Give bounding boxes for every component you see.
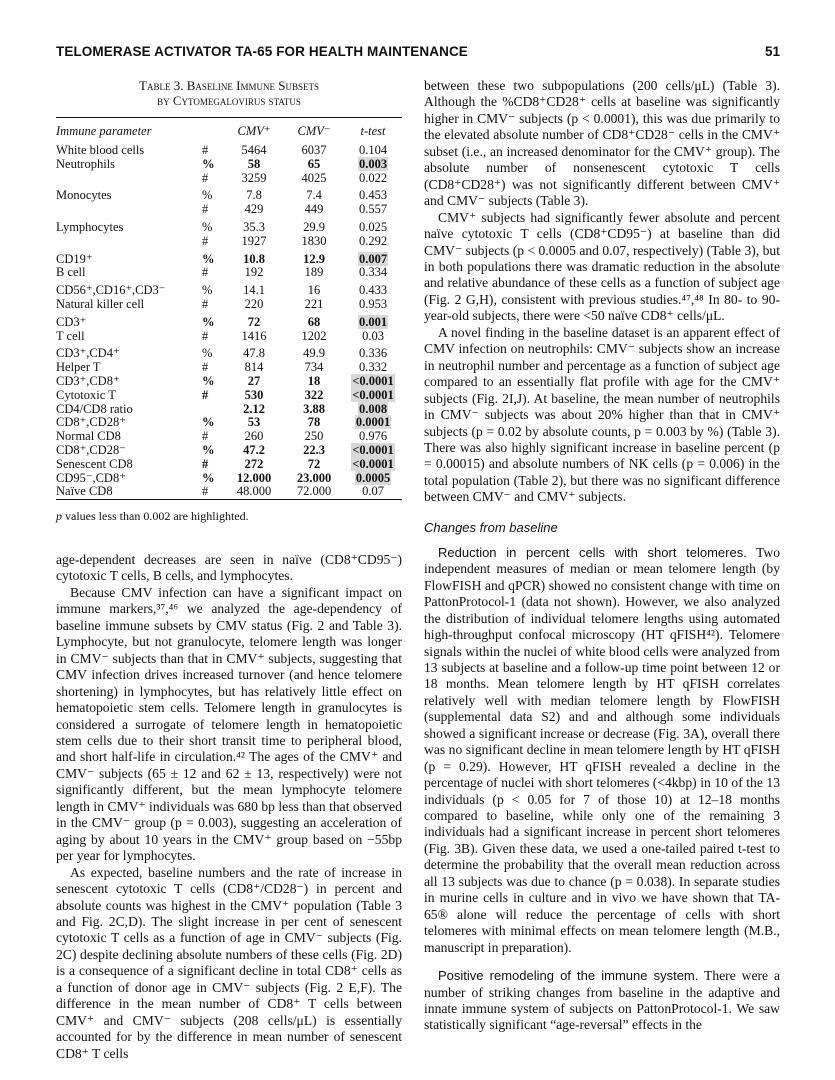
row-p-value: 0.453 — [358, 188, 388, 203]
row-parameter — [56, 203, 202, 217]
row-cmv-neg: 322 — [304, 387, 324, 402]
row-cmv-pos: 58 — [247, 156, 261, 171]
highlighted-p-value: 0.0001 — [355, 415, 391, 430]
table-row — [56, 472, 402, 486]
row-parameter: Cytotoxic T — [56, 387, 116, 402]
column-header-unit — [202, 118, 224, 144]
table-row — [56, 343, 402, 361]
row-cmv-neg: 29.9 — [303, 219, 325, 234]
row-p-value — [344, 249, 402, 267]
row-cmv-pos: 220 — [244, 296, 264, 311]
row-parameter: Naïve CD8 — [56, 484, 113, 499]
table-row — [56, 298, 402, 312]
highlighted-p-value: <0.0001 — [352, 387, 394, 402]
row-p-value: 0.953 — [358, 296, 388, 311]
row-cmv-neg: 221 — [304, 296, 324, 311]
row-unit: % — [202, 346, 213, 361]
row-unit: % — [202, 415, 215, 430]
section-heading: Changes from baseline — [424, 519, 558, 535]
table-row — [56, 280, 402, 298]
row-parameter: CD8⁺,CD28⁺ — [56, 415, 126, 430]
row-parameter: CD3⁺ — [56, 314, 87, 329]
row-cmv-neg: 7.4 — [306, 188, 322, 203]
row-unit: # — [202, 360, 209, 375]
row-p-value — [344, 458, 402, 472]
row-p-value: 0.104 — [358, 143, 388, 157]
row-p-value — [344, 403, 402, 417]
row-p-value — [344, 389, 402, 403]
paragraph-gap — [424, 956, 780, 968]
row-cmv-neg: 189 — [304, 265, 324, 280]
row-cmv-pos: 5464 — [241, 143, 267, 157]
row-cmv-pos: 12.000 — [236, 470, 272, 485]
table-row — [56, 158, 402, 172]
row-unit: % — [202, 442, 215, 457]
row-p-value: 0.292 — [358, 233, 388, 248]
row-p-value: 0.976 — [358, 429, 388, 444]
row-cmv-pos: 48.000 — [236, 484, 272, 499]
table-footnote — [56, 509, 402, 523]
highlighted-p-value: <0.0001 — [352, 456, 394, 471]
table-bottom-rule — [56, 499, 402, 500]
row-parameter: CD95⁻,CD8⁺ — [56, 470, 126, 485]
row-unit — [202, 403, 224, 417]
table-row — [56, 266, 402, 280]
highlighted-p-value: <0.0001 — [352, 373, 394, 388]
column-header-ttest: t-test — [360, 124, 386, 138]
table-row — [56, 430, 402, 444]
row-cmv-neg: 16 — [307, 283, 321, 298]
row-parameter: B cell — [56, 265, 86, 280]
runin-text-2: There were a number of striking changes from baseline in the adaptive and innate immune system of subjects on PattonProtocol-1. We saw statistically significant “age-reversal” effects in the — [424, 968, 780, 1033]
row-cmv-neg: 6037 — [301, 143, 327, 157]
row-cmv-pos: 260 — [244, 429, 264, 444]
row-cmv-neg: 449 — [304, 202, 324, 217]
right-paragraph-3: A novel finding in the baseline dataset is an apparent effect of CMV infection on neutrophils: CMV⁻ subjects show an increase in neutrophil number and percentage as a function of subject age compared to an essentially flat profile with age for the CMV⁺ subjects (Fig. 2I,J). At baseline, the mean number of neutrophils in CMV⁻ subjects was about 20% higher than that in CMV⁺ subjects (p = 0.02 by absolute counts, p = 0.003 by %) (Table 3). There was also highly significant increase in baseline percent (p = 0.00015) and absolute numbers of NK cells (p = 0.006) in the total population (Table 2), but there was no significant difference between CMV⁻ and CMV⁺ subjects. — [424, 324, 780, 505]
row-cmv-pos: 2.12 — [243, 401, 265, 416]
row-unit: # — [202, 233, 209, 248]
row-p-value: 0.03 — [362, 328, 384, 343]
row-cmv-neg: 18 — [307, 373, 321, 388]
table-row — [56, 361, 402, 375]
footnote-text: values less than 0.002 are highlighted. — [62, 509, 249, 524]
row-cmv-pos: 10.8 — [243, 251, 265, 266]
row-parameter: White blood cells — [56, 143, 145, 157]
row-unit: # — [202, 202, 209, 217]
runin-text-1: Two independent measures of median or mean telomere length (by FlowFISH and qPCR) showed no consistent change with time on PattonProtocol-1 (data not shown). However, we also analyzed the distribution of individual telomere lengths using automated high-throughput confocal microscopy (HT qFISH⁴²). Telomere signals within the nuclei of white blood cells were analyzed from 13 subjects at baseline and a follow-up time point between 12 or 18 months. Mean telomere length by HT qFISH correlates relatively well with median telomere length by FlowFISH (supplemental data S2) and and although some individuals showed a significant increase or decrease (Fig. 3A), overall there was no significant decline in mean telomere length by HT qFISH (p = 0.29). However, HT qFISH revealed a decline in the percentage of nuclei with short telomeres (<4kbp) in 10 of the 13 individuals (p < 0.05 for 7 of those 10) at 12–18 months compared to baseline, while only one of the remaining 3 individuals had a significant increase in percent short telomeres (Fig. 3B). Given these data, we used a one-tailed paired t-test to determine the probability that the overall mean reduction across all 13 subjects was due to chance (p = 0.038). In separate studies in murine cells in culture and in vivo we have shown that TA-65® alone will reduce the percentage of cells with short telomeres with minimal effects on mean telomere length (M.B., manuscript in preparation). — [424, 544, 781, 955]
running-header — [56, 44, 780, 64]
row-cmv-neg: 72 — [307, 456, 321, 471]
table-row — [56, 403, 402, 417]
row-parameter: Monocytes — [56, 188, 112, 203]
row-cmv-pos: 14.1 — [243, 283, 265, 298]
row-cmv-pos: 3259 — [241, 170, 267, 185]
table-row — [56, 389, 402, 403]
row-p-value: 0.557 — [358, 202, 388, 217]
table-row — [56, 203, 402, 217]
row-unit: % — [202, 470, 215, 485]
table-caption-line-2: by Cytomegalovirus status — [157, 93, 301, 108]
row-unit: # — [202, 296, 209, 311]
row-cmv-neg: 68 — [307, 314, 321, 329]
highlighted-p-value: 0.001 — [358, 314, 388, 329]
row-parameter — [56, 235, 202, 249]
table-caption — [56, 78, 402, 108]
row-p-value: 0.334 — [358, 265, 388, 280]
row-cmv-neg: 49.9 — [303, 346, 325, 361]
row-cmv-neg: 78 — [307, 415, 321, 430]
table-header-row — [56, 118, 402, 144]
column-header-cmv-pos: CMV⁺ — [237, 124, 271, 138]
row-p-value: 0.025 — [358, 219, 388, 234]
row-unit: # — [202, 484, 209, 499]
immune-table — [56, 118, 402, 499]
row-p-value — [344, 375, 402, 389]
row-cmv-neg: 4025 — [301, 170, 327, 185]
row-parameter: Lymphocytes — [56, 219, 124, 234]
row-unit: # — [202, 143, 209, 157]
row-cmv-pos: 814 — [244, 360, 264, 375]
table-row — [56, 235, 402, 249]
row-cmv-pos: 1927 — [241, 233, 267, 248]
table-row — [56, 185, 402, 203]
row-unit: % — [202, 314, 215, 329]
runin-heading-2: Positive remodeling of the immune system. — [438, 968, 699, 984]
footnote-p: p — [56, 509, 62, 524]
row-cmv-neg: 250 — [304, 429, 324, 444]
runin-heading-1: Reduction in percent cells with short telomeres. — [438, 544, 747, 560]
table-row — [56, 330, 402, 344]
row-cmv-pos: 27 — [247, 373, 261, 388]
row-cmv-pos: 429 — [244, 202, 264, 217]
row-parameter — [56, 172, 202, 186]
row-parameter: CD4/CD8 ratio — [56, 401, 133, 416]
row-unit: % — [202, 283, 213, 298]
row-parameter: CD56⁺,CD16⁺,CD3⁻ — [56, 283, 166, 298]
row-p-value: 0.07 — [362, 484, 384, 499]
row-parameter: CD3⁺,CD8⁺ — [56, 373, 120, 388]
row-cmv-pos: 1416 — [241, 328, 267, 343]
row-unit: # — [202, 429, 209, 444]
row-p-value — [344, 312, 402, 330]
row-p-value: 0.022 — [358, 170, 388, 185]
row-cmv-neg: 12.9 — [303, 251, 325, 266]
row-parameter: T cell — [56, 328, 85, 343]
highlighted-p-value: 0.008 — [358, 401, 388, 416]
table-row — [56, 444, 402, 458]
right-paragraph-1: between these two subpopulations (200 cells/μL) (Table 3). Although the %CD8⁺CD28⁺ cells at baseline was significantly higher in CMV⁻ subjects (p < 0.0001), this was due primarily to the elevated absolute number of CD8⁺CD28⁻ cells in the CMV⁺ subset (i.e., an increased denominator for the CMV⁺ group). The absolute number of nonsenescent cytotoxic T cells (CD8⁺CD28⁺) was not significantly different between CMV⁺ and CMV⁻ subjects (Table 3). — [424, 78, 780, 209]
highlighted-p-value: 0.003 — [358, 156, 388, 171]
running-title: TELOMERASE ACTIVATOR TA-65 FOR HEALTH MAINTENANCE — [56, 44, 468, 59]
runin-paragraph-1 — [424, 545, 780, 956]
row-unit: % — [202, 373, 215, 388]
table-row — [56, 144, 402, 158]
page-number: 51 — [764, 44, 780, 59]
left-column — [56, 78, 402, 1061]
row-unit: % — [202, 188, 213, 203]
row-p-value: 0.336 — [358, 346, 388, 361]
row-unit: # — [202, 456, 209, 471]
row-cmv-neg: 65 — [307, 156, 321, 171]
table-row — [56, 416, 402, 430]
row-cmv-neg: 1202 — [301, 328, 327, 343]
row-p-value: 0.332 — [358, 360, 388, 375]
row-cmv-neg: 22.3 — [303, 442, 325, 457]
table-row — [56, 172, 402, 186]
row-p-value — [344, 416, 402, 430]
row-cmv-pos: 35.3 — [243, 219, 265, 234]
row-unit: # — [202, 265, 209, 280]
table-row — [56, 485, 402, 499]
row-cmv-neg: 23.000 — [296, 470, 332, 485]
row-cmv-neg: 734 — [304, 360, 324, 375]
row-parameter: Senescent CD8 — [56, 456, 133, 471]
row-parameter: Helper T — [56, 360, 101, 375]
runin-paragraph-2 — [424, 968, 780, 1034]
row-unit: # — [202, 328, 209, 343]
column-header-cmv-neg: CMV⁻ — [297, 124, 331, 138]
highlighted-p-value: 0.0005 — [355, 470, 391, 485]
table-row — [56, 312, 402, 330]
highlighted-p-value: 0.007 — [358, 251, 388, 266]
row-parameter: Normal CD8 — [56, 429, 121, 444]
left-body-text — [56, 552, 402, 1062]
column-header-parameter: Immune parameter — [56, 124, 152, 138]
row-cmv-pos: 72 — [247, 314, 261, 329]
row-cmv-neg: 1830 — [301, 233, 327, 248]
row-p-value — [344, 158, 402, 172]
row-parameter: Neutrophils — [56, 156, 116, 171]
row-unit: % — [202, 156, 215, 171]
table-caption-line-1: Table 3. Baseline Immune Subsets — [139, 78, 319, 93]
row-cmv-pos: 192 — [244, 265, 264, 280]
row-p-value — [344, 444, 402, 458]
row-cmv-neg: 72.000 — [296, 484, 332, 499]
row-cmv-pos: 47.2 — [243, 442, 265, 457]
left-paragraph-3: As expected, baseline numbers and the rate of increase in senescent cytotoxic T cells (CD8⁺/CD28⁻) in percent and absolute counts was highest in the CMV⁺ population (Table 3 and Fig. 2C,D). The slight increase in per cent of senescent cytotoxic T cells as a function of age in CMV⁻ subjects (Fig. 2C) despite declining absolute numbers of these cells (Fig. 2D) is a consequence of a significant decline in total CD8⁺ cells as a function of donor age in CMV⁻ subjects (Fig. 2 E,F). The difference in the mean number of CD8⁺ T cells between CMV⁺ and CMV⁻ subjects (208 cells/μL) is essentially accounted for by the difference in mean number of senescent CD8⁺ T cells — [56, 864, 402, 1061]
table-row — [56, 217, 402, 235]
row-cmv-pos: 272 — [244, 456, 264, 471]
right-column — [424, 78, 780, 1034]
row-cmv-pos: 53 — [247, 415, 261, 430]
row-unit: # — [202, 170, 209, 185]
row-p-value: 0.433 — [358, 283, 388, 298]
row-unit: % — [202, 219, 213, 234]
row-p-value — [344, 472, 402, 486]
highlighted-p-value: <0.0001 — [352, 442, 394, 457]
row-parameter: CD3⁺,CD4⁺ — [56, 346, 120, 361]
row-unit: % — [202, 251, 215, 266]
table-3 — [56, 78, 402, 523]
table-row — [56, 249, 402, 267]
row-parameter: CD8⁺,CD28⁻ — [56, 442, 126, 457]
right-paragraph-2: CMV⁺ subjects had significantly fewer absolute and percent naïve cytotoxic T cells (CD8⁺CD95⁻) at baseline than did CMV⁻ subjects (p < 0.0005 and 0.07, respectively) (Table 3), but in both populations there was dramatic reduction in the absolute and relative abundance of these cells as a function of subject age (Fig. 2 G,H), consistent with previous studies.⁴⁷,⁴⁸ In 80- to 90-year-old subjects, there were <50 naïve CD8⁺ cells/μL. — [424, 209, 780, 324]
left-paragraph-1: age-dependent decreases are seen in naïve (CD8⁺CD95⁻) cytotoxic T cells, B cells, and lymphocytes. — [56, 552, 402, 584]
row-cmv-neg: 3.88 — [303, 401, 325, 416]
row-cmv-pos: 530 — [244, 387, 264, 402]
row-unit: # — [202, 387, 209, 402]
left-paragraph-2: Because CMV infection can have a significant impact on immune markers,³⁷,⁴⁶ we analyzed the age-dependency of baseline immune subsets by CMV status (Fig. 2 and Table 3). Lymphocyte, but not granulocyte, telomere length was longer in CMV⁻ subjects than that in CMV⁺ subjects, suggesting that CMV infection drives increased turnover (and hence telomere shortening) in lymphocytes, but has relatively little effect on hematopoietic stem cells. Telomere length in granulocytes is considered a surrogate of telomere length in hematopoietic stem cells due to their short transit time to peripheral blood, and short half-life in circulation.⁴² The ages of the CMV⁺ and CMV⁻ subjects (65 ± 12 and 62 ± 13, respectively) were not significantly different, but the mean lymphocyte telomere length in CMV⁺ individuals was 680 bp less than that observed in the CMV⁻ group (p = 0.003), suggesting an acceleration of aging by about 10 years in the CMV⁺ group based on −55bp per year for lymphocytes. — [56, 584, 402, 864]
row-cmv-pos: 7.8 — [246, 188, 262, 203]
row-parameter: CD19⁺ — [56, 251, 93, 266]
row-parameter: Natural killer cell — [56, 296, 145, 311]
row-cmv-pos: 47.8 — [243, 346, 265, 361]
table-row — [56, 375, 402, 389]
table-row — [56, 458, 402, 472]
